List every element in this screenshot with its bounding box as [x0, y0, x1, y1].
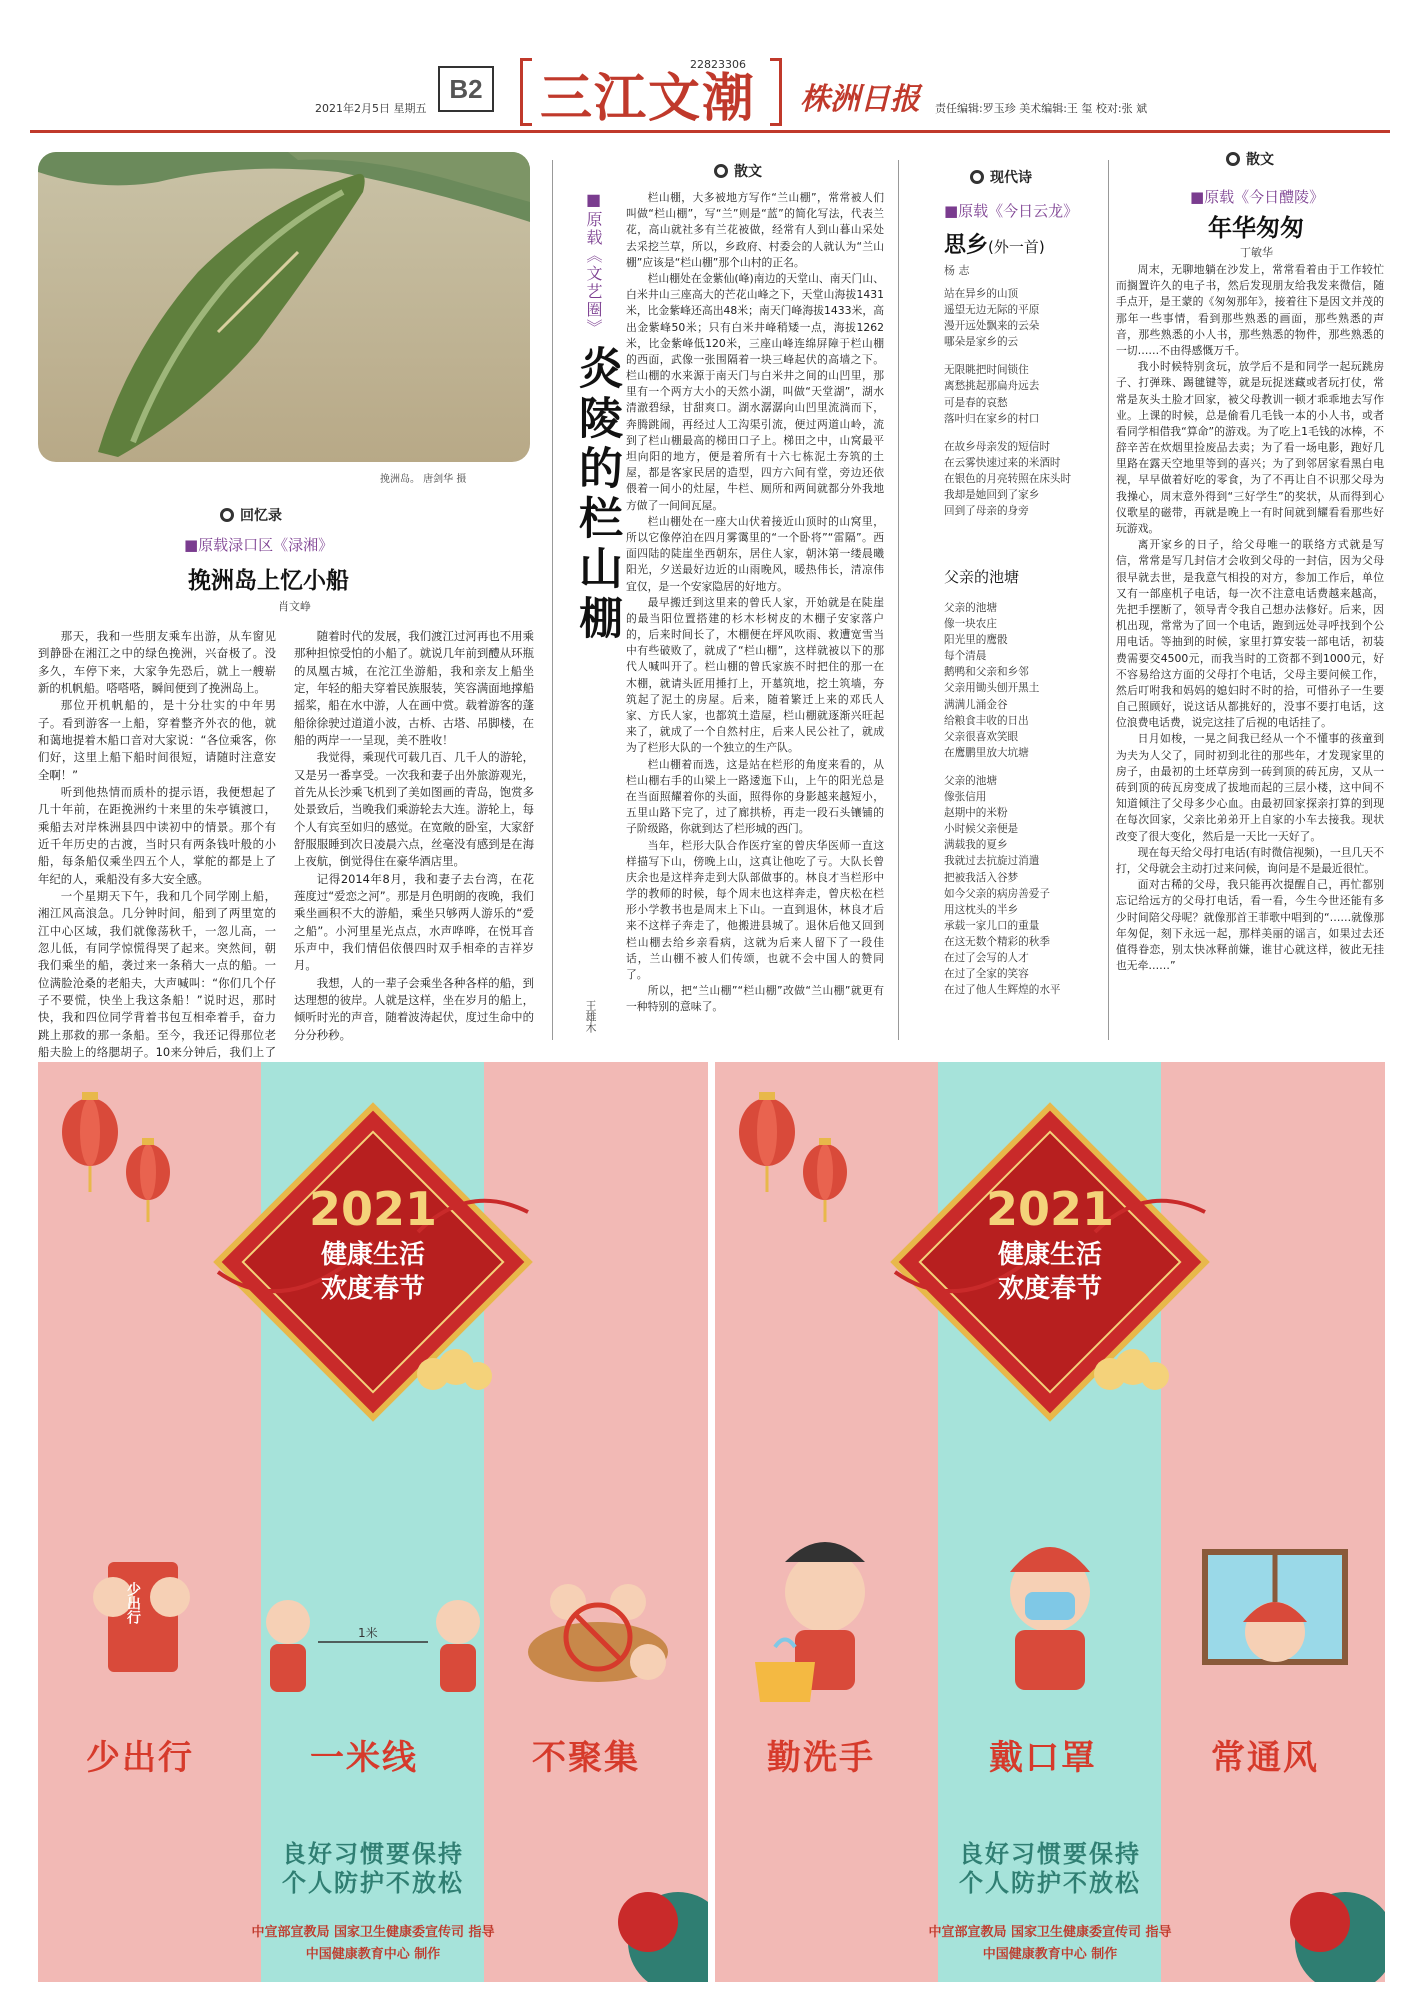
badge-year: 2021	[308, 1182, 438, 1236]
badge-line1: 健康生活	[320, 1240, 425, 1270]
section-title: 三江文潮	[540, 69, 757, 129]
window-icon	[1205, 1552, 1345, 1662]
badge-line2: 欢度春节	[997, 1274, 1102, 1304]
flower-icon	[1290, 1892, 1385, 1982]
ad-credits: 中宣部宣教局 国家卫生健康委宣传司 指导 中国健康教育中心 制作	[251, 1925, 495, 1963]
flower-icon	[618, 1892, 708, 1982]
issue-date: 2021年2月5日 星期五	[315, 102, 427, 115]
health-ad-left	[38, 1062, 708, 1982]
slogan-no-gathering: 不聚集	[532, 1738, 640, 1778]
essay2-body: 周末，无聊地躺在沙发上，常常看着由于工作较忙而搁置许久的电子书，然后发现朋友给我发来微信，随手点开，是王蒙的《匆匆那年》，接着往下是因文并茂的那年一些事情，看到那些熟悉的画面，那些熟悉的声音，那些熟悉的小人书，那些熟悉的物件，那些熟悉的一切……不由得感慨万千。 我小时候特别贪玩，放学后不是和同学一起玩跳房子、打弹珠、踢毽键等，就是玩捉迷藏或者玩打仗，常常是灰头土脸才回家，被父母教训一顿才乖乖地去写作业。上课的时候，总是偷看几毛钱一本的小人书，或者看同学相借我“算命”的游戏。为了吃上1毛钱的冰棒，不辞辛苦在炊烟里捡废品去卖；为了看一场电影，跑好几里路在露天空地里等到的喜兴；为了到邻居家看黑白电视，早早做着好吃的零食，为了不再让自不识那父母为我操心，周末意外得到“三好学生”的奖状，从而得到心仪歌星的磁带，再就是晚上一有时间就到耀看看那些好玩游戏。 离开家乡的日子，给父母唯一的联络方式就是写信，常常是写几封信才会收到父母的一封信，因为父母很早就去世，是我意气相投的对方，参加工作后，单位又有一部座机子电话，每一次不注意电话费越来越高，先把手摆断了，领导青令我自己想办法修好。后来，因机出现，常常为了回一个电话，跑到远处寻呼找到个公用电话。等抽到的时候，家里打算安装一部电话，初装费需要交4500元，而我当时的工资都不到1000元，好不容易给这方面的父母打个电话，父母主要问候工作，然后叮咐我和妈妈的媳妇时不时的拾，可惜孙子一生要自己照顾好，说这话从都挑好的，没事不要打电话，这位浪费电话费，说完这挂了后视的电话挂了。 日月如梭，一晃之间我已经从一个不懂事的孩童到为夫为人父了，同时初到北往的那些年，才发现家里的房子，由最初的土坯草房到一砖到顶的砖瓦房，又从一砖到顶的砖瓦房变成了拔地而起的三层小楼，这中间不知道倾注了父母多少心血。由最初回家探亲打算的到现在每次回家，父亲比弟弟开上自家的小车去接我。现状改变了很大变化，然后是一天比一天好了。 现在每天给父母打电话(有时微信视频)，一旦几天不打，父母就会主动打过来问候，询问是不是最近很忙。 面对古稀的父母，我只能再次提醒自己，再忙都别忘记给远方的父母打电话，看一看，今生今世还能有多少时间陪父母呢？就像那首王菲歌中唱到的“……就像那年匆促，刻下永远一起，那样美丽的谣言，如果过去还值得眷恋，别太快冰释前嫌，谁甘心就这样，彼此无挂也无牵……”	[1116, 263, 1384, 973]
poem-title: 思乡(外一首)	[944, 233, 1045, 258]
poem2-title: 父亲的池塘	[944, 568, 1020, 586]
slogan-wear-mask: 戴口罩	[989, 1738, 1097, 1778]
circle-icon	[220, 508, 234, 522]
essay2-source: ■原载《今日醴陵》	[1190, 188, 1325, 206]
ad-credits: 中宣部宣教局 国家卫生健康委宣传司 指导 中国健康教育中心 制作	[928, 1925, 1172, 1963]
mask-icon	[1010, 1547, 1090, 1690]
page-number: B2	[438, 66, 494, 112]
section-label-essay2: 散文	[1226, 148, 1274, 170]
memoir-column-2: 随着时代的发展，我们渡江过河再也不用乘那种担惊受怕的小船了。就说几年前到醴从环瓶的凤凰古城，在沱江坐游船，我和亲友上船坐定，年轻的船夫穿着民族服装，笑容满面地撑船摇桨，船在水中游，人在画中赏。载着游客的蓬船徐徐驶过道道小波，古桥、古塔、吊脚楼，在船的两岸一一呈现，美不胜收！ 我觉得，乘现代可载几百、几千人的游轮，又是另一番享受。一次我和妻子出外旅游观光，首先从长沙乘飞机到了美如图画的青岛，饱赏多处景致后，当晚我们乘游轮去大连。游轮上，每个人有宾至如归的感觉。在宽敞的卧室，大家舒舒服服睡到次日凌晨六点，丝毫没有感到是在海上夜航，倒觉得住在豪华酒店里。 记得2014年8月，我和妻子去台湾，在花莲度过“爱恋之河”。那是月色明朗的夜晚，我们乘坐画积不大的游船，乘坐只够两人游乐的“爱之船”。小河里星光点点，水声哗哗，在悦耳音乐声中，我们情侣依偎四时双手相牵的吉祥岁月。 我想，人的一辈子会乘坐各种各样的船，到达理想的彼岸。人就是这样，坐在岁月的船上，倾听时光的声音，随着波涛起伏，度过生命中的分分秒秒。	[294, 629, 534, 1042]
circle-icon	[970, 170, 984, 184]
newspaper-logo: 株洲日报	[800, 82, 920, 117]
ad-reminder: 良好习惯要保持 个人防护不放松	[282, 1840, 464, 1897]
circle-icon	[714, 164, 728, 178]
hotline-number: 22823306	[690, 58, 746, 71]
poem-author: 杨 志	[944, 264, 970, 277]
lantern-icon	[126, 1138, 170, 1222]
memoir-source: ■原载渌口区《渌湘》	[184, 536, 334, 554]
sign-text: 少出行	[125, 1582, 141, 1624]
section-label-memoir: 回忆录	[220, 504, 282, 526]
poem-source: ■原载《今日云龙》	[944, 202, 1079, 220]
essay2-title: 年华匆匆	[1208, 214, 1304, 242]
memoir-column-1: 那天，我和一些朋友乘车出游，从车窗见到静卧在湘江之中的绿色挽洲，兴奋极了。没多久，车停下来，大家争先恐后，就上一艘崭新的机帆船。嗒嗒嗒，瞬间便到了挽洲岛上。 那位开机帆船的，是十分壮实的中年男子。看到游客一上船，穿着整齐外衣的他，就和蔼地提着木船口音对大家说：“各位乘客，你们好，这里上船下船时间很短，请随时注意安全啊！” 听到他热情而质朴的提示语，我便想起了几十年前，在距挽洲约十来里的朱亭镇渡口，乘船去对岸株洲县四中读初中的情景。那个有近千年历史的古渡，当时只有两条钱叶般的小船，每条船仅乘坐四五个人，掌舵的都是上了年纪的人，乘船没有多大安全感。 一个星期天下午，我和几个同学刚上船，湘江风高浪急。几分钟时间，船到了两里宽的江中心区域，我们就像荡秋千，一忽儿高，一忽儿低，有同学惊慌得哭了起来。突然间，朝我们乘坐的船，袭过来一条稍大一点的船。一位满脸沧桑的老船夫，大声喊叫：“你们几个仔子不要慌，快坐上我这条船！”说时迟，那时快，我和四位同学背着书包互相牵着手，奋力跳上那救的那一条船。至今，我还记得那位老船夫脸上的络腮胡子。10来分钟后，我们上了	[38, 629, 276, 1059]
lantern-icon	[739, 1092, 795, 1192]
health-ad-right	[715, 1062, 1385, 1982]
slogan-less-travel: 少出行	[86, 1738, 194, 1778]
section-label-essay1: 散文	[714, 160, 762, 182]
memoir-title: 挽洲岛上忆小船	[188, 568, 349, 594]
circle-icon	[1226, 152, 1240, 166]
poem-body-1: 站在异乡的山顶 遥望无边无际的平原 漫开远处飘来的云朵 哪朵是家乡的云 无限眺把时间锁住 离愁挑起那扁舟远去 可是春的哀愁 落叶归在家乡的村口 在故乡母亲发的短信时 在云雾快速过来的米酒时 在银色的月亮转照在床头时 我却是她回到了家乡 回到了母亲的身旁	[944, 288, 1072, 518]
person-icon	[266, 1600, 480, 1692]
essay2-author: 丁敏华	[1240, 246, 1273, 259]
editor-credits: 责任编辑:罗玉珍 美术编辑:王 玺 校对:张 斌	[935, 102, 1148, 115]
photo-caption: 挽洲岛。 唐剑华 摄	[380, 474, 467, 485]
ad-reminder: 良好习惯要保持 个人防护不放松	[959, 1840, 1141, 1897]
title-bracket-right	[770, 58, 782, 126]
essay1-body: 栏山棚，大多被地方写作“兰山棚”，常常被人们叫做“栏山棚”，写“兰”则是“蓝”的简化写法，代表兰花，高山就社多有兰花被做，经常有人到山暮山采处去采挖兰草，所以，乡政府、村委会的人就认为“兰山棚”应该是“栏山棚”那个山村的正名。 栏山棚处在金紫仙(峰)南边的天堂山、南天门山、白米井山三座高大的芒花山峰之下，天堂山海拔1431米，比金紫峰还高出48米；南天门峰海拔1433米，高出金紫峰50米；只有白米井峰稍矮一点，海拔1262米，比金紫峰低120米，三座山峰连绵屏障于栏山棚的西面，武像一张围隔着一块三峰起伏的高墙之下。栏山棚的水来源于南天门与白米井之间的山凹里，那里有一个两方大小的天然小湖，叫做“天堂湖”，湖水清澈碧绿，甘甜爽口。湖水潺潺向山凹里流淌而下，奔腾跳闹，再经过人工沟渠引流，便过两道山岭，流到了栏山棚最高的梯田口子上。梯田之中，山窝最平坦向阳的地方，便是着所有十六七栋泥土夯筑的土屋，都是客家民居的造型，四方六间有堂，旁边还依偎着一间小的灶屋，牛栏、厕所和两间就都分外我地方做了一间间瓦屋。 栏山棚处在一座大山伏着接近山顶时的山窝里，所以它像停泊在四月雾霭里的“一个卧将”“雷隔”。西面四陆的陡崖坐西朝东，居住人家，朝沐第一缕晨曦阳光，夕送最好边近的山雨晚风，暖热伟长，清凉伟宜仅，是一个安家隐居的好地方。 最早搬迁到这里来的曾氏人家，开始就是在陡崖的最当阳位置搭建的杉木杉树皮的木棚子安家落户的，后来时间长了，木棚便在坪风吹雨、救遭宽雪当中有些破败了，就成了“栏山棚”，这样就被以下的那代人喊叫开了。栏山棚的曾氏家族不时把住的那一在木棚，就请头匠用捶打上，开墓筑地，挖土筑墙，夯筑起了泥土的房屋。后来，随着繁迁上来的邓氏人家、方氏人家，也都筑土造屋，栏山棚就逐渐兴旺起来了，就成了一个自然村庄，后来人民公社了，就成为了栏形大队的一个独立的生产队。 栏山棚着而选，这是站在栏形的角度来看的，从栏山棚右手的山梁上一路逶迤下山，上午的阳光总是在当面照耀着你的头面，照得你的身影越来越短小，五里山路下完了，过了廊拱桥，再走一段石头镶铺的子阶级路，你就到达了栏形城的西门。 当年，栏形大队合作医疗室的曾庆华医师一直这样描写下山，傍晚上山，这真让他吃了亏。大队长曾庆余也是这样奔走到大队部做事的。林良才当栏形中学的教师的时候，每个周末也这样奔走，曾庆松在栏形小学教书也是周末上下山。一直到退休，林良才后来不这样子奔走了，他搬进县城了。退休后他又回到栏山棚去给乡亲看病，这就为后来人留下了一段佳话，兰山棚不被人们传颂，也就不会中国人的赞同了。 所以，把“兰山棚”“栏山棚”改做“兰山棚”就更有一种特别的意味了。	[626, 191, 884, 1014]
column-divider	[1108, 160, 1109, 1040]
badge-line2: 欢度春节	[320, 1274, 425, 1304]
lantern-icon	[62, 1092, 118, 1192]
lantern-icon	[803, 1138, 847, 1222]
slogan-ventilate: 常通风	[1211, 1738, 1319, 1778]
badge-year: 2021	[985, 1182, 1115, 1236]
memoir-author: 肖文峥	[278, 600, 311, 613]
handwashing-icon	[755, 1542, 865, 1702]
section-label-poetry: 现代诗	[970, 166, 1032, 188]
distance-label: 1米	[358, 1626, 378, 1640]
column-divider	[552, 160, 553, 1040]
essay1-title: 炎陵的栏山棚	[571, 345, 622, 645]
poem-body-2: 父亲的池塘 像一块农庄 阳光里的鹰骰 每个清晨 鹅鸭和父亲和乡邻 父亲用锄头刨开黑土 满满儿涌金谷 给粮食丰收的日出 父亲很喜欢笑眼 在鹰鹏里放大坑塘 父亲的池塘 像张信用 赵期中的米粉 小时候父亲便是 满载我的夏乡 我就过去抗旋过消遣 把被我活入谷梦 如今父亲的病房善爱子 用这枕头的半乡 承载一家儿口的重量 在这无数个精彩的秋季 在过了会写的人才 在过了全家的笑容 在过了他人生辉煌的水平	[944, 602, 1061, 997]
header-rule	[30, 130, 1390, 133]
column-divider	[898, 160, 899, 1040]
essay1-source: ■原载《文艺圈》	[584, 190, 603, 337]
no-gathering-icon	[528, 1584, 668, 1682]
slogan-one-meter: 一米线	[310, 1738, 418, 1778]
title-bracket-left	[520, 58, 532, 126]
essay1-author: 王雄木	[584, 1000, 597, 1033]
island-photo	[38, 152, 530, 462]
badge-line1: 健康生活	[997, 1240, 1102, 1270]
slogan-wash-hands: 勤洗手	[767, 1738, 875, 1778]
